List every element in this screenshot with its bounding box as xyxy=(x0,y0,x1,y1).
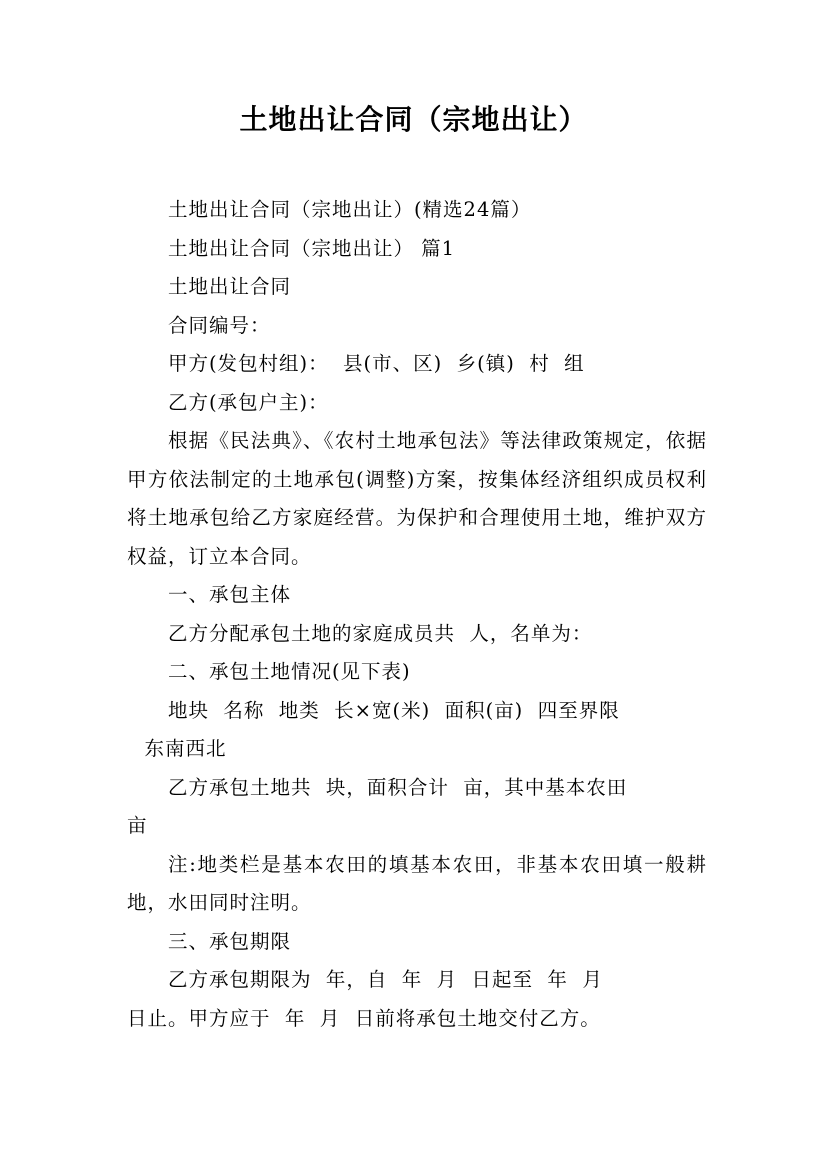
paragraph-family-members: 乙方分配承包土地的家庭成员共 人，名单为： xyxy=(167,621,593,645)
paragraph-contract-number: 合同编号： xyxy=(167,313,271,337)
paragraph-land-total-unit: 亩 xyxy=(127,814,148,837)
paragraph-table-header-boundaries: 东南西北 xyxy=(144,737,227,760)
paragraph-table-header: 地块 名称 地类 长×宽(米) 面积(亩) 四至界限 xyxy=(167,698,620,722)
paragraph-preamble: 根据《民法典》、《农村土地承包法》等法律政策规定，依据甲方依法制定的土地承包(调整)方案，按集体经济组织成员权利将土地承包给乙方家庭经营。为保护和合理使用土地，维护双方权益，订立本合同。 xyxy=(127,429,707,568)
paragraph-contract-name: 土地出让合同 xyxy=(167,275,291,298)
paragraph-chapter-heading: 土地出让合同（宗地出让） 篇1 xyxy=(167,236,456,260)
paragraph-subtitle: 土地出让合同（宗地出让）(精选24篇） xyxy=(167,198,532,221)
document-title: 土地出让合同（宗地出让） xyxy=(239,103,588,136)
paragraph-party-b: 乙方(承包户主)： xyxy=(167,390,329,414)
section-heading-contract-subject: 一、承包主体 xyxy=(167,583,291,606)
section-heading-land-situation: 二、承包土地情况(见下表) xyxy=(167,660,411,683)
section-heading-contract-term: 三、承包期限 xyxy=(167,929,291,953)
paragraph-party-a: 甲方(发包村组)： 县(市、区) 乡(镇) 村 组 xyxy=(167,352,585,375)
paragraph-term-end: 日止。甲方应于 年 月 日前将承包土地交付乙方。 xyxy=(127,1006,601,1030)
paragraph-term-start: 乙方承包期限为 年，自 年 月 日起至 年 月 xyxy=(167,968,603,991)
document-body xyxy=(127,191,707,1038)
paragraph-land-total: 乙方承包土地共 块，面积合计 亩，其中基本农田 xyxy=(167,775,628,799)
paragraph-note: 注:地类栏是基本农田的填基本农田，非基本农田填一般耕地，水田同时注明。 xyxy=(127,852,707,914)
